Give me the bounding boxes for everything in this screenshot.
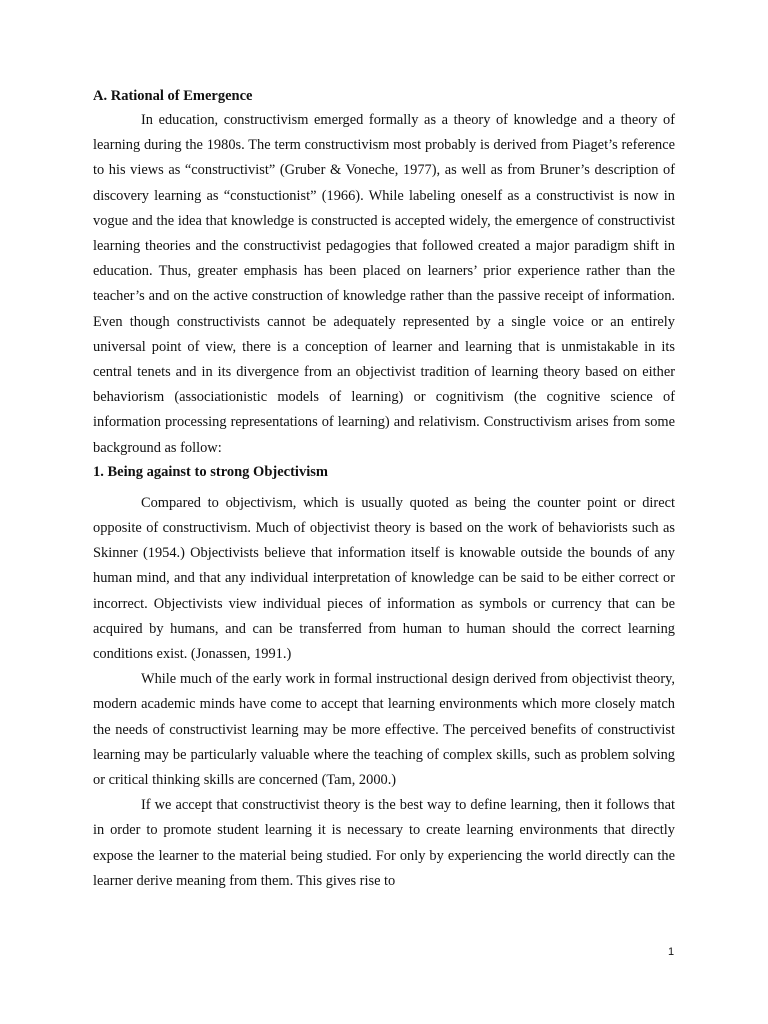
paragraph: In education, constructivism emerged formally as a theory of knowledge and a theory of learning during the 1980s. The term constructivism most probably is derived from Piaget’s reference to his views as “constructivist” (Gruber & Voneche, 1977), as well as from Bruner’s description of discovery learning as “constuctionist” (1966). While labeling oneself as a constructivist is now in vogue and the idea that knowledge is constructed is accepted widely, the emergence of constructivist learning theories and the constructivist pedagogies that followed created a major paradigm shift in education. Thus, greater emphasis has been placed on learners’ prior experience rather than the teacher’s and on the active construction of knowledge rather than the passive receipt of information. Even though constructivists cannot be adequately represented by a single voice or an entirely universal point of view, there is a conception of learner and learning that is unmistakable in its central tenets and in its divergence from an objectivist tradition of learning theory based on either behaviorism (associationistic models of learning) or cognitivism (the cognitive science of information processing representations of learning) and relativism. Constructivism arises from some background as follow: xyxy=(93,112,675,456)
paragraph: While much of the early work in formal instructional design derived from objectivist theory, modern academic minds have come to accept that learning environments which more closely match the needs of constructivist learning may be more effective. The perceived benefits of constructivist learning may be particularly valuable where the teaching of complex skills, such as problem solving or critical thinking skills are concerned (Tam, 2000.) xyxy=(93,671,675,789)
paragraph: Compared to objectivism, which is usually quoted as being the counter point or direct opposite of constructivism. Much of objectivist theory is based on the work of behaviorists such as Skinner (1954.) Objectivists believe that information itself is knowable outside the bounds of any human mind, and that any individual interpretation of knowledge can be said to be either correct or incorrect. Objectivists view individual pieces of information as symbols or currency that can be acquired by humans, and can be transferred from human to human should the correct learning conditions exist. (Jonassen, 1991.) xyxy=(93,494,675,663)
page-number: 1 xyxy=(668,946,675,958)
page-content xyxy=(93,87,675,894)
paragraph: If we accept that constructivist theory is the best way to define learning, then it follows that in order to promote student learning it is necessary to create learning environments that directly expose the learner to the material being studied. For only by experiencing the world directly can the learner derive meaning from them. This gives rise to xyxy=(93,797,675,889)
section-heading: A. Rational of Emergence xyxy=(93,88,253,104)
subsection-heading: 1. Being against to strong Objectivism xyxy=(93,463,328,480)
